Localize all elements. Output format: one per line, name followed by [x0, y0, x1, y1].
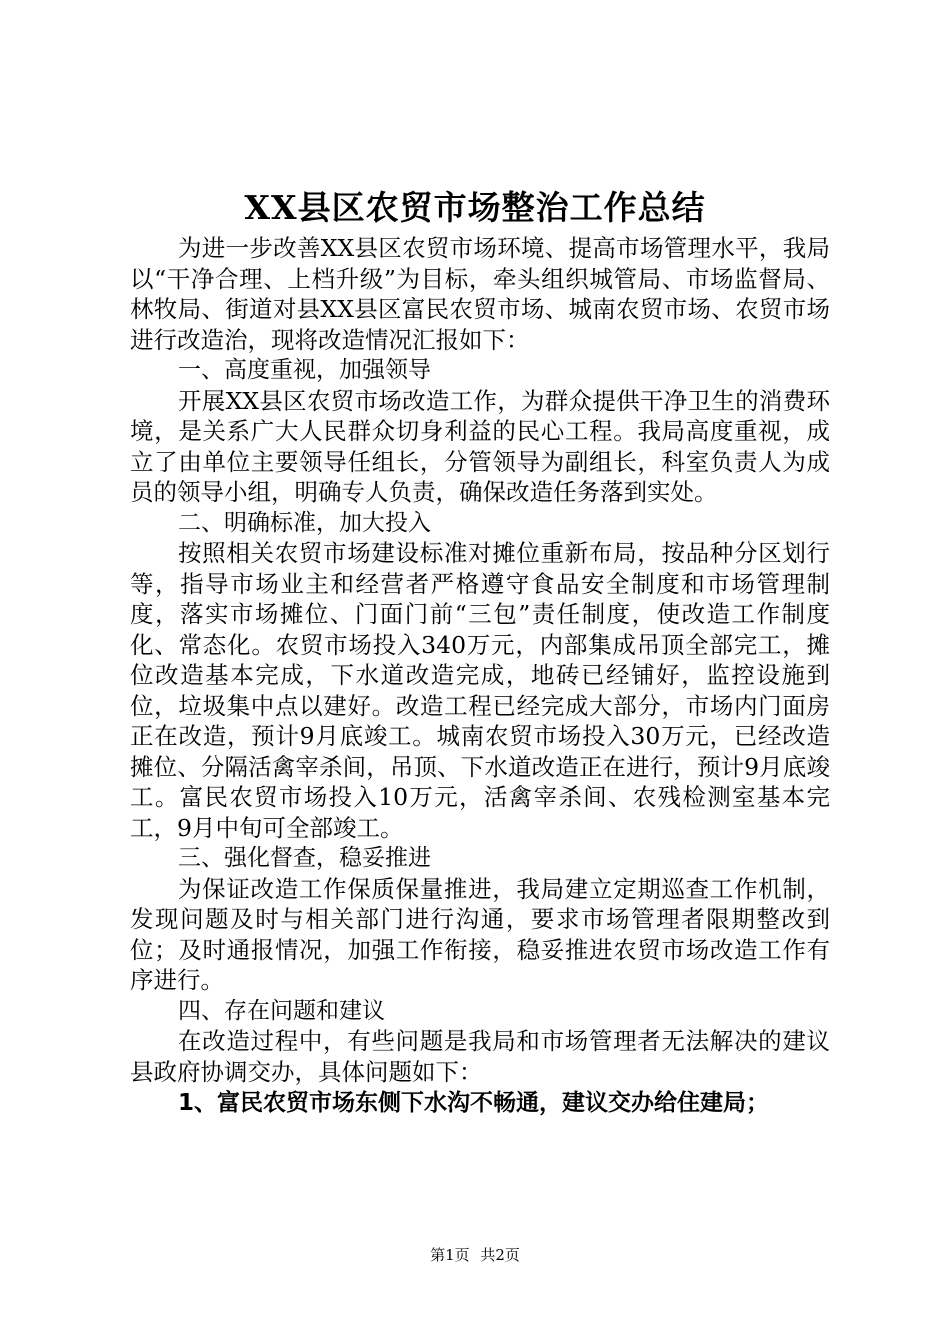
section-heading-1: 一、高度重视，加强领导 — [178, 357, 431, 383]
document-title: XX县区农贸市场整治工作总结 — [244, 188, 706, 227]
issue-list-item: 1、富民农贸市场东侧下水沟不畅通，建议交办给住建局； — [178, 1090, 770, 1116]
section-paragraph-4: 在改造过程中，有些问题是我局和市场管理者无法解决的建议县政府协调交办，具体问题如下： — [130, 1027, 830, 1086]
section-heading-4: 四、存在问题和建议 — [178, 997, 385, 1024]
page-footer — [0, 1245, 950, 1265]
document-body — [130, 233, 830, 1119]
page-total: 共2页 — [480, 1246, 520, 1264]
page-number: 第1页 — [430, 1246, 470, 1264]
section-paragraph-3: 为保证改造工作保质保量推进，我局建立定期巡查工作机制，发现问题及时与相关部门进行沟通，要求市场管理者限期整改到位；及时通报情况，加强工作衔接，稳妥推进农贸市场改造工作有序进行。 — [130, 874, 830, 994]
section-paragraph-2: 按照相关农贸市场建设标准对摊位重新布局，按品种分区划行等，指导市场业主和经营者严格遵守食品安全制度和市场管理制度，落实市场摊位、门面门前“三包”责任制度，使改造工作制度化、常态化。农贸市场投入340万元，内部集成吊顶全部完工，摊位改造基本完成，下水道改造完成，地砖已经铺好，监控设施到位，垃圾集中点以建好。改造工程已经完成大部分，市场内门面房正在改造，预计9月底竣工。城南农贸市场投入30万元，已经改造摊位、分隔活禽宰杀间，吊顶、下水道改造正在进行，预计9月底竣工。富民农贸市场投入10万元，活禽宰杀间、农残检测室基本完工，9月中旬可全部竣工。 — [130, 539, 830, 842]
section-paragraph-1: 开展XX县区农贸市场改造工作，为群众提供干净卫生的消费环境，是关系广大人民群众切身利益的民心工程。我局高度重视，成立了由单位主要领导任组长，分管领导为副组长，科室负责人为成员的领导小组，明确专人负责，确保改造任务落到实处。 — [130, 386, 830, 506]
section-heading-3: 三、强化督查，稳妥推进 — [178, 845, 431, 871]
section-heading-2: 二、明确标准，加大投入 — [178, 509, 431, 536]
intro-paragraph: 为进一步改善XX县区农贸市场环境、提高市场管理水平，我局以“干净合理、上档升级”为目标，牵头组织城管局、市场监督局、林牧局、街道对县XX县区富民农贸市场、城南农贸市场、农贸市场进行改造治，现将改造情况汇报如下： — [130, 234, 830, 354]
